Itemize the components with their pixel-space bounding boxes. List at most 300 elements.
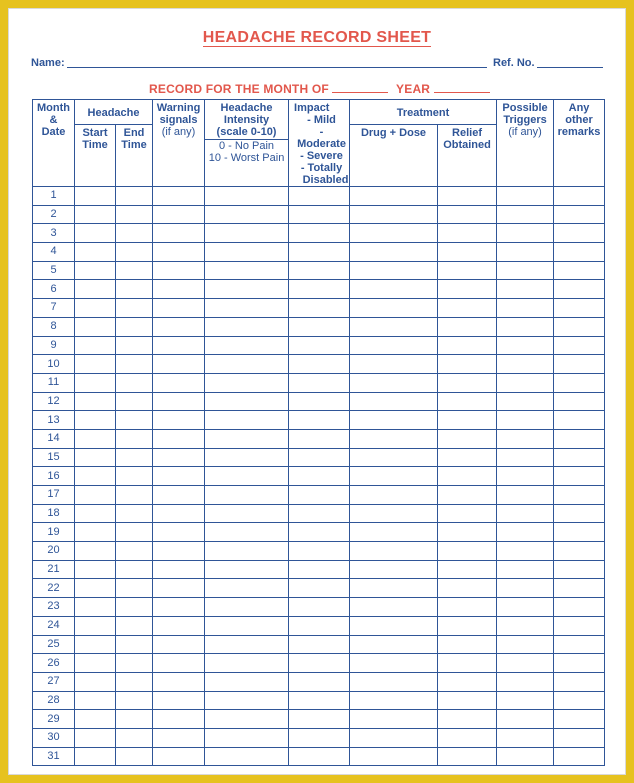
entry-cell[interactable] <box>438 467 497 486</box>
entry-cell[interactable] <box>205 710 289 729</box>
year-field[interactable] <box>434 82 490 93</box>
entry-cell[interactable] <box>75 504 116 523</box>
entry-cell[interactable] <box>554 355 605 374</box>
entry-cell[interactable] <box>153 317 205 336</box>
table-row <box>33 429 605 448</box>
entry-cell[interactable] <box>116 355 153 374</box>
entry-cell[interactable] <box>153 392 205 411</box>
entry-cell[interactable] <box>554 261 605 280</box>
entry-cell[interactable] <box>75 299 116 318</box>
entry-cell[interactable] <box>205 672 289 691</box>
entry-cell[interactable] <box>350 747 438 766</box>
entry-cell[interactable] <box>116 317 153 336</box>
entry-cell[interactable] <box>116 411 153 430</box>
entry-cell[interactable] <box>153 336 205 355</box>
entry-cell[interactable] <box>75 448 116 467</box>
entry-cell[interactable] <box>205 355 289 374</box>
entry-cell[interactable] <box>554 710 605 729</box>
entry-cell[interactable] <box>289 392 350 411</box>
entry-cell[interactable] <box>75 261 116 280</box>
entry-cell[interactable] <box>497 579 554 598</box>
entry-cell[interactable] <box>350 560 438 579</box>
entry-cell[interactable] <box>116 205 153 224</box>
day-number: 30 <box>33 728 75 747</box>
entry-cell[interactable] <box>438 392 497 411</box>
entry-cell[interactable] <box>350 486 438 505</box>
entry-cell[interactable] <box>205 187 289 206</box>
entry-cell[interactable] <box>350 504 438 523</box>
entry-cell[interactable] <box>497 691 554 710</box>
entry-cell[interactable] <box>153 542 205 561</box>
entry-cell[interactable] <box>205 280 289 299</box>
entry-cell[interactable] <box>153 616 205 635</box>
entry-cell[interactable] <box>289 486 350 505</box>
entry-cell[interactable] <box>438 579 497 598</box>
entry-cell[interactable] <box>438 280 497 299</box>
entry-cell[interactable] <box>554 728 605 747</box>
entry-cell[interactable] <box>350 598 438 617</box>
entry-cell[interactable] <box>205 747 289 766</box>
entry-cell[interactable] <box>75 579 116 598</box>
entry-cell[interactable] <box>75 486 116 505</box>
entry-cell[interactable] <box>350 672 438 691</box>
entry-cell[interactable] <box>205 486 289 505</box>
entry-cell[interactable] <box>554 429 605 448</box>
entry-cell[interactable] <box>438 728 497 747</box>
entry-cell[interactable] <box>75 355 116 374</box>
entry-cell[interactable] <box>289 243 350 262</box>
entry-cell[interactable] <box>438 429 497 448</box>
entry-cell[interactable] <box>438 691 497 710</box>
entry-cell[interactable] <box>438 504 497 523</box>
entry-cell[interactable] <box>497 411 554 430</box>
entry-cell[interactable] <box>554 224 605 243</box>
entry-cell[interactable] <box>438 542 497 561</box>
entry-cell[interactable] <box>497 598 554 617</box>
entry-cell[interactable] <box>75 728 116 747</box>
entry-cell[interactable] <box>75 336 116 355</box>
entry-cell[interactable] <box>438 616 497 635</box>
entry-cell[interactable] <box>554 243 605 262</box>
entry-cell[interactable] <box>497 336 554 355</box>
entry-cell[interactable] <box>289 299 350 318</box>
entry-cell[interactable] <box>153 523 205 542</box>
entry-cell[interactable] <box>116 187 153 206</box>
entry-cell[interactable] <box>554 635 605 654</box>
entry-cell[interactable] <box>497 542 554 561</box>
entry-cell[interactable] <box>497 317 554 336</box>
entry-cell[interactable] <box>153 635 205 654</box>
table-row <box>33 486 605 505</box>
entry-cell[interactable] <box>205 299 289 318</box>
entry-cell[interactable] <box>289 579 350 598</box>
entry-cell[interactable] <box>205 373 289 392</box>
entry-cell[interactable] <box>75 467 116 486</box>
entry-cell[interactable] <box>289 710 350 729</box>
entry-cell[interactable] <box>438 317 497 336</box>
entry-cell[interactable] <box>75 523 116 542</box>
entry-cell[interactable] <box>438 523 497 542</box>
entry-cell[interactable] <box>153 224 205 243</box>
entry-cell[interactable] <box>116 728 153 747</box>
table-row <box>33 187 605 206</box>
entry-cell[interactable] <box>554 654 605 673</box>
entry-cell[interactable] <box>497 504 554 523</box>
entry-cell[interactable] <box>497 373 554 392</box>
entry-cell[interactable] <box>497 616 554 635</box>
entry-cell[interactable] <box>289 224 350 243</box>
entry-cell[interactable] <box>75 205 116 224</box>
entry-cell[interactable] <box>554 280 605 299</box>
entry-cell[interactable] <box>289 336 350 355</box>
entry-cell[interactable] <box>116 598 153 617</box>
entry-cell[interactable] <box>350 411 438 430</box>
entry-cell[interactable] <box>350 224 438 243</box>
table-row <box>33 616 605 635</box>
entry-cell[interactable] <box>205 616 289 635</box>
entry-cell[interactable] <box>75 560 116 579</box>
entry-cell[interactable] <box>350 579 438 598</box>
entry-cell[interactable] <box>554 373 605 392</box>
entry-cell[interactable] <box>75 187 116 206</box>
entry-cell[interactable] <box>205 261 289 280</box>
entry-cell[interactable] <box>116 261 153 280</box>
day-number: 5 <box>33 261 75 280</box>
entry-cell[interactable] <box>554 392 605 411</box>
entry-cell[interactable] <box>497 205 554 224</box>
entry-cell[interactable] <box>438 448 497 467</box>
entry-cell[interactable] <box>350 616 438 635</box>
entry-cell[interactable] <box>153 261 205 280</box>
entry-cell[interactable] <box>554 747 605 766</box>
entry-cell[interactable] <box>116 747 153 766</box>
entry-cell[interactable] <box>554 299 605 318</box>
entry-cell[interactable] <box>116 392 153 411</box>
entry-cell[interactable] <box>75 598 116 617</box>
entry-cell[interactable] <box>289 560 350 579</box>
month-field[interactable] <box>332 82 388 93</box>
entry-cell[interactable] <box>75 411 116 430</box>
ref-no-field[interactable] <box>537 67 603 68</box>
entry-cell[interactable] <box>350 280 438 299</box>
entry-cell[interactable] <box>205 504 289 523</box>
entry-cell[interactable] <box>153 280 205 299</box>
entry-cell[interactable] <box>289 523 350 542</box>
entry-cell[interactable] <box>205 635 289 654</box>
entry-cell[interactable] <box>205 691 289 710</box>
entry-cell[interactable] <box>153 691 205 710</box>
entry-cell[interactable] <box>116 710 153 729</box>
entry-cell[interactable] <box>205 205 289 224</box>
entry-cell[interactable] <box>438 261 497 280</box>
entry-cell[interactable] <box>289 504 350 523</box>
entry-cell[interactable] <box>438 710 497 729</box>
entry-cell[interactable] <box>116 616 153 635</box>
entry-cell[interactable] <box>497 486 554 505</box>
entry-cell[interactable] <box>205 448 289 467</box>
entry-cell[interactable] <box>438 243 497 262</box>
entry-cell[interactable] <box>350 261 438 280</box>
entry-cell[interactable] <box>153 243 205 262</box>
entry-cell[interactable] <box>116 672 153 691</box>
entry-cell[interactable] <box>350 187 438 206</box>
entry-cell[interactable] <box>205 392 289 411</box>
entry-cell[interactable] <box>289 728 350 747</box>
entry-cell[interactable] <box>497 280 554 299</box>
entry-cell[interactable] <box>350 467 438 486</box>
entry-cell[interactable] <box>75 672 116 691</box>
entry-cell[interactable] <box>205 728 289 747</box>
table-row <box>33 654 605 673</box>
day-number: 7 <box>33 299 75 318</box>
entry-cell[interactable] <box>205 654 289 673</box>
entry-cell[interactable] <box>289 747 350 766</box>
entry-cell[interactable] <box>554 523 605 542</box>
entry-cell[interactable] <box>497 467 554 486</box>
entry-cell[interactable] <box>116 504 153 523</box>
entry-cell[interactable] <box>554 691 605 710</box>
entry-cell[interactable] <box>153 373 205 392</box>
entry-cell[interactable] <box>289 691 350 710</box>
entry-cell[interactable] <box>554 504 605 523</box>
entry-cell[interactable] <box>116 486 153 505</box>
entry-cell[interactable] <box>205 243 289 262</box>
entry-cell[interactable] <box>75 654 116 673</box>
entry-cell[interactable] <box>350 373 438 392</box>
entry-cell[interactable] <box>554 205 605 224</box>
entry-cell[interactable] <box>289 635 350 654</box>
entry-cell[interactable] <box>350 728 438 747</box>
entry-cell[interactable] <box>75 429 116 448</box>
entry-cell[interactable] <box>116 429 153 448</box>
entry-cell[interactable] <box>289 654 350 673</box>
entry-cell[interactable] <box>350 355 438 374</box>
entry-cell[interactable] <box>289 467 350 486</box>
entry-cell[interactable] <box>497 654 554 673</box>
ref-no-label: Ref. No. <box>493 57 535 69</box>
entry-cell[interactable] <box>205 336 289 355</box>
entry-cell[interactable] <box>350 691 438 710</box>
entry-cell[interactable] <box>497 560 554 579</box>
entry-cell[interactable] <box>438 411 497 430</box>
entry-cell[interactable] <box>289 672 350 691</box>
entry-cell[interactable] <box>205 467 289 486</box>
entry-cell[interactable] <box>153 448 205 467</box>
entry-cell[interactable] <box>153 299 205 318</box>
entry-cell[interactable] <box>153 654 205 673</box>
table-row <box>33 411 605 430</box>
entry-cell[interactable] <box>497 672 554 691</box>
entry-cell[interactable] <box>350 243 438 262</box>
entry-cell[interactable] <box>497 224 554 243</box>
entry-cell[interactable] <box>350 205 438 224</box>
entry-cell[interactable] <box>75 635 116 654</box>
entry-cell[interactable] <box>350 654 438 673</box>
entry-cell[interactable] <box>554 672 605 691</box>
entry-cell[interactable] <box>350 392 438 411</box>
entry-cell[interactable] <box>153 579 205 598</box>
day-number: 3 <box>33 224 75 243</box>
entry-cell[interactable] <box>153 429 205 448</box>
entry-cell[interactable] <box>153 598 205 617</box>
entry-cell[interactable] <box>153 728 205 747</box>
entry-cell[interactable] <box>438 336 497 355</box>
entry-cell[interactable] <box>153 205 205 224</box>
entry-cell[interactable] <box>497 710 554 729</box>
month-year-row <box>149 82 490 96</box>
entry-cell[interactable] <box>153 467 205 486</box>
entry-cell[interactable] <box>116 654 153 673</box>
entry-cell[interactable] <box>205 560 289 579</box>
entry-cell[interactable] <box>350 317 438 336</box>
entry-cell[interactable] <box>116 373 153 392</box>
entry-cell[interactable] <box>289 429 350 448</box>
entry-cell[interactable] <box>289 598 350 617</box>
entry-cell[interactable] <box>116 467 153 486</box>
entry-cell[interactable] <box>554 560 605 579</box>
entry-cell[interactable] <box>289 261 350 280</box>
entry-cell[interactable] <box>116 448 153 467</box>
entry-cell[interactable] <box>153 486 205 505</box>
entry-cell[interactable] <box>116 336 153 355</box>
entry-cell[interactable] <box>438 672 497 691</box>
entry-cell[interactable] <box>116 224 153 243</box>
entry-cell[interactable] <box>438 635 497 654</box>
entry-cell[interactable] <box>116 635 153 654</box>
entry-cell[interactable] <box>205 523 289 542</box>
entry-cell[interactable] <box>438 747 497 766</box>
entry-cell[interactable] <box>75 616 116 635</box>
entry-cell[interactable] <box>554 187 605 206</box>
entry-cell[interactable] <box>75 691 116 710</box>
entry-cell[interactable] <box>289 373 350 392</box>
entry-cell[interactable] <box>438 355 497 374</box>
entry-cell[interactable] <box>75 317 116 336</box>
name-field[interactable] <box>67 67 487 68</box>
entry-cell[interactable] <box>153 411 205 430</box>
entry-cell[interactable] <box>350 542 438 561</box>
entry-cell[interactable] <box>350 523 438 542</box>
entry-cell[interactable] <box>75 373 116 392</box>
entry-cell[interactable] <box>497 261 554 280</box>
entry-cell[interactable] <box>438 224 497 243</box>
entry-cell[interactable] <box>438 299 497 318</box>
entry-cell[interactable] <box>75 280 116 299</box>
entry-cell[interactable] <box>153 747 205 766</box>
entry-cell[interactable] <box>205 542 289 561</box>
entry-cell[interactable] <box>289 317 350 336</box>
entry-cell[interactable] <box>350 299 438 318</box>
entry-cell[interactable] <box>205 224 289 243</box>
entry-cell[interactable] <box>554 411 605 430</box>
day-number: 28 <box>33 691 75 710</box>
entry-cell[interactable] <box>289 411 350 430</box>
entry-cell[interactable] <box>289 187 350 206</box>
entry-cell[interactable] <box>289 616 350 635</box>
entry-cell[interactable] <box>554 448 605 467</box>
entry-cell[interactable] <box>438 654 497 673</box>
entry-cell[interactable] <box>350 429 438 448</box>
entry-cell[interactable] <box>497 747 554 766</box>
entry-cell[interactable] <box>289 280 350 299</box>
entry-cell[interactable] <box>350 336 438 355</box>
entry-cell[interactable] <box>153 710 205 729</box>
table-row <box>33 635 605 654</box>
entry-cell[interactable] <box>116 299 153 318</box>
entry-cell[interactable] <box>497 429 554 448</box>
entry-cell[interactable] <box>438 486 497 505</box>
entry-cell[interactable] <box>438 560 497 579</box>
entry-cell[interactable] <box>153 187 205 206</box>
entry-cell[interactable] <box>75 392 116 411</box>
entry-cell[interactable] <box>116 691 153 710</box>
entry-cell[interactable] <box>75 710 116 729</box>
entry-cell[interactable] <box>554 542 605 561</box>
day-number: 1 <box>33 187 75 206</box>
entry-cell[interactable] <box>153 560 205 579</box>
entry-cell[interactable] <box>497 355 554 374</box>
entry-cell[interactable] <box>116 280 153 299</box>
entry-cell[interactable] <box>554 317 605 336</box>
entry-cell[interactable] <box>116 243 153 262</box>
entry-cell[interactable] <box>554 486 605 505</box>
entry-cell[interactable] <box>497 635 554 654</box>
day-number: 8 <box>33 317 75 336</box>
entry-cell[interactable] <box>75 224 116 243</box>
entry-cell[interactable] <box>205 598 289 617</box>
entry-cell[interactable] <box>350 710 438 729</box>
entry-cell[interactable] <box>289 448 350 467</box>
entry-cell[interactable] <box>289 355 350 374</box>
entry-cell[interactable] <box>438 373 497 392</box>
entry-cell[interactable] <box>554 616 605 635</box>
entry-cell[interactable] <box>497 187 554 206</box>
entry-cell[interactable] <box>497 299 554 318</box>
entry-cell[interactable] <box>289 205 350 224</box>
entry-cell[interactable] <box>497 392 554 411</box>
entry-cell[interactable] <box>205 579 289 598</box>
entry-cell[interactable] <box>116 542 153 561</box>
entry-cell[interactable] <box>438 598 497 617</box>
entry-cell[interactable] <box>554 467 605 486</box>
entry-cell[interactable] <box>205 429 289 448</box>
entry-cell[interactable] <box>75 243 116 262</box>
entry-cell[interactable] <box>554 336 605 355</box>
entry-cell[interactable] <box>497 243 554 262</box>
entry-cell[interactable] <box>554 598 605 617</box>
entry-cell[interactable] <box>554 579 605 598</box>
entry-cell[interactable] <box>153 355 205 374</box>
entry-cell[interactable] <box>116 579 153 598</box>
entry-cell[interactable] <box>153 504 205 523</box>
entry-cell[interactable] <box>116 523 153 542</box>
entry-cell[interactable] <box>350 448 438 467</box>
entry-cell[interactable] <box>116 560 153 579</box>
entry-cell[interactable] <box>497 523 554 542</box>
table-row <box>33 560 605 579</box>
entry-cell[interactable] <box>289 542 350 561</box>
entry-cell[interactable] <box>497 728 554 747</box>
entry-cell[interactable] <box>75 747 116 766</box>
entry-cell[interactable] <box>205 411 289 430</box>
entry-cell[interactable] <box>350 635 438 654</box>
entry-cell[interactable] <box>205 317 289 336</box>
entry-cell[interactable] <box>75 542 116 561</box>
entry-cell[interactable] <box>153 672 205 691</box>
entry-cell[interactable] <box>438 187 497 206</box>
entry-cell[interactable] <box>497 448 554 467</box>
entry-cell[interactable] <box>438 205 497 224</box>
